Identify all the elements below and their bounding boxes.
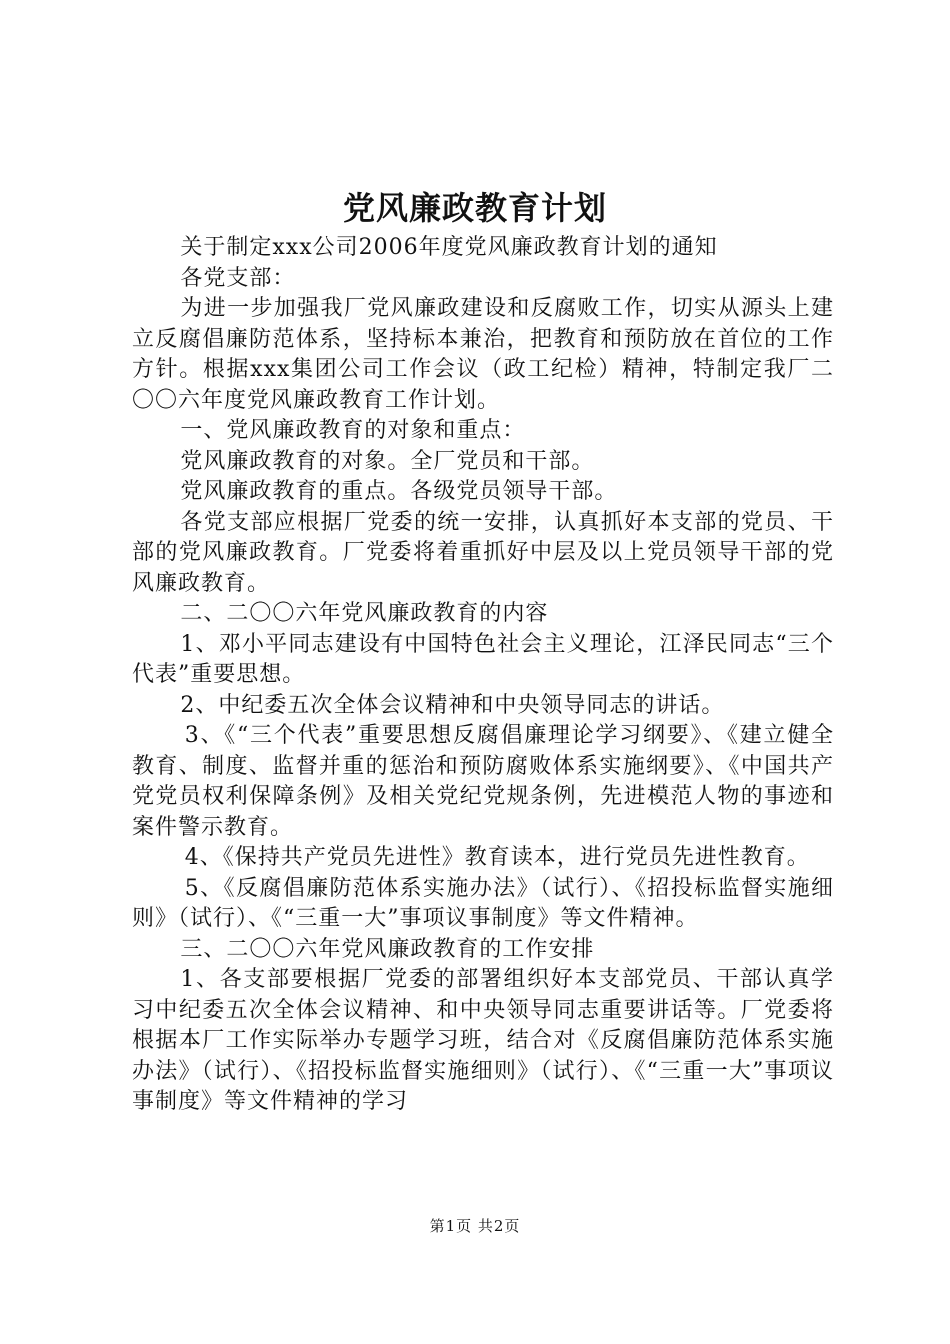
salutation: 各党支部： [180, 265, 296, 291]
content-item-2: 2、中纪委五次全体会议精神和中央领导同志的讲话。 [180, 692, 725, 718]
paragraph-education-focus: 党风廉政教育的重点。各级党员领导干部。 [180, 479, 618, 504]
content-item-3: 3、《“三个代表”重要思想反腐倡廉理论学习纲要》、《建立健全教育、制度、监督并重的惩治和预防腐败体系实施纲要》、《中国共产党党员权利保障条例》及相关党纪党规条例，先进模范人物的事迹和案件警示教育。 [132, 723, 834, 840]
content-item-4: 4、《保持共产党员先进性》教育读本，进行党员先进性教育。 [184, 845, 810, 870]
paragraph-education-target: 党风廉政教育的对象。全厂党员和干部。 [180, 448, 595, 474]
document-title: 党风廉政教育计划 [342, 189, 607, 227]
document-body [132, 233, 834, 1118]
intro-paragraph: 为进一步加强我厂党风廉政建设和反腐败工作，切实从源头上建立反腐倡廉防范体系，坚持标本兼治，把教育和预防放在首位的工作方针。根据xxx集团公司工作会议（政工纪检）精神，特制定我厂二〇〇六年度党风廉政教育工作计划。 [132, 296, 834, 413]
section-heading-2: 二、二〇〇六年党风廉政教育的内容 [180, 601, 549, 626]
content-item-1: 1、邓小平同志建设有中国特色社会主义理论，江泽民同志“三个代表”重要思想。 [132, 631, 834, 687]
page-number-footer: 第1页 共2页 [429, 1217, 521, 1235]
arrangement-item-1: 1、各支部要根据厂党委的部署组织好本支部党员、干部认真学习中纪委五次全体会议精神、和中央领导同志重要讲话等。厂党委将根据本厂工作实际举办专题学习班，结合对《反腐倡廉防范体系实施办法》（试行）、《招投标监督实施细则》（试行）、《“三重一大”事项议事制度》等文件精神的学习 [132, 967, 834, 1114]
content-item-5: 5、《反腐倡廉防范体系实施办法》（试行）、《招投标监督实施细则》（试行）、《“三重一大”事项议事制度》等文件精神。 [132, 875, 834, 931]
section-heading-3: 三、二〇〇六年党风廉政教育的工作安排 [180, 936, 595, 962]
section-heading-1: 一、党风廉政教育的对象和重点： [180, 418, 526, 443]
paragraph-branch-duties: 各党支部应根据厂党委的统一安排，认真抓好本支部的党员、干部的党风廉政教育。厂党委将着重抓好中层及以上党员领导干部的党风廉政教育。 [132, 509, 834, 596]
notice-heading: 关于制定xxx公司2006年度党风廉政教育计划的通知 [180, 235, 718, 260]
